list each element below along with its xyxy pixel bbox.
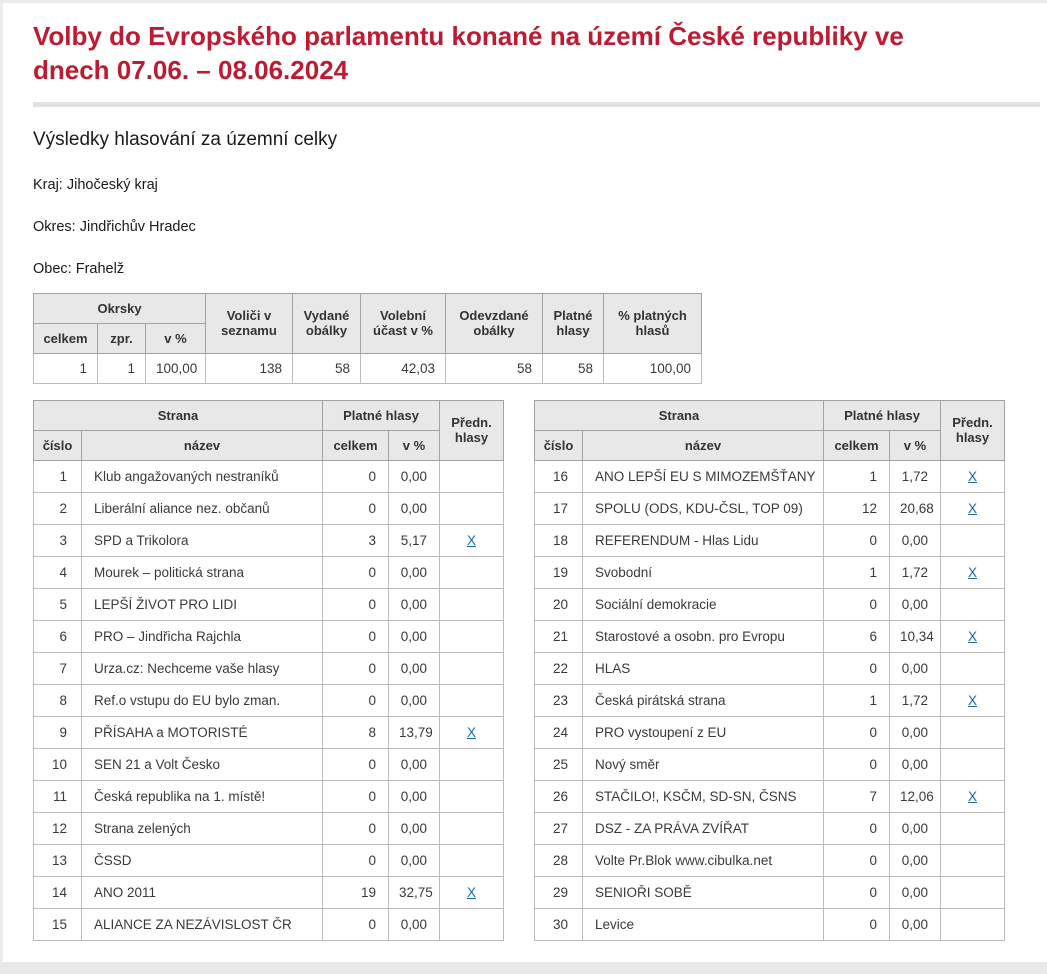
party-row [535, 620, 1005, 652]
header-okrsky-v-pct: v % [146, 323, 206, 353]
party-row [535, 652, 1005, 684]
party-name: ANO LEPŠÍ EU S MIMOZEMŠŤANY [583, 460, 824, 492]
pref-votes-cell [440, 556, 504, 588]
pref-votes-cell [941, 460, 1005, 492]
pref-votes-cell [440, 492, 504, 524]
header-pct-platnych-hlasu: % platných hlasů [604, 293, 702, 353]
party-votes-total: 7 [824, 780, 890, 812]
party-name: DSZ - ZA PRÁVA ZVÍŘAT [583, 812, 824, 844]
party-name: PRO vystoupení z EU [583, 716, 824, 748]
party-name: Česká pirátská strana [583, 684, 824, 716]
party-votes-total: 0 [323, 684, 389, 716]
party-header-row-1 [34, 400, 504, 430]
party-votes-total: 0 [824, 876, 890, 908]
party-row [34, 812, 504, 844]
party-name: ALIANCE ZA NEZÁVISLOST ČR [82, 908, 323, 940]
header-okrsky: Okrsky [34, 293, 206, 323]
party-votes-pct: 20,68 [890, 492, 941, 524]
party-votes-pct: 0,00 [389, 556, 440, 588]
summary-table [33, 293, 702, 384]
party-votes-pct: 5,17 [389, 524, 440, 556]
pref-votes-cell [941, 684, 1005, 716]
party-number: 15 [34, 908, 82, 940]
pref-votes-cell [440, 908, 504, 940]
party-votes-total: 0 [323, 460, 389, 492]
party-row [535, 556, 1005, 588]
party-row [535, 780, 1005, 812]
header-platne-hlasy-group: Platné hlasy [824, 400, 941, 430]
party-name: HLAS [583, 652, 824, 684]
summary-value: 100,00 [146, 353, 206, 383]
party-tables-container [33, 400, 1003, 941]
party-votes-pct: 0,00 [890, 908, 941, 940]
header-nazev: název [82, 430, 323, 460]
window-top-edge [0, 0, 1047, 3]
party-number: 6 [34, 620, 82, 652]
header-volebni-ucast: Volební účast v % [361, 293, 446, 353]
party-votes-pct: 10,34 [890, 620, 941, 652]
party-votes-pct: 1,72 [890, 460, 941, 492]
pref-votes-link[interactable]: X [967, 628, 977, 644]
party-number: 24 [535, 716, 583, 748]
pref-votes-cell [941, 780, 1005, 812]
pref-votes-cell [941, 556, 1005, 588]
party-votes-pct: 1,72 [890, 684, 941, 716]
party-votes-pct: 0,00 [389, 812, 440, 844]
party-number: 2 [34, 492, 82, 524]
party-votes-pct: 32,75 [389, 876, 440, 908]
municipality-line: Obec: Frahelž [33, 260, 125, 277]
party-votes-total: 0 [824, 652, 890, 684]
party-votes-total: 0 [323, 652, 389, 684]
party-row [535, 748, 1005, 780]
party-number: 11 [34, 780, 82, 812]
pref-votes-cell [440, 588, 504, 620]
party-votes-pct: 0,00 [890, 876, 941, 908]
party-name: Sociální demokracie [583, 588, 824, 620]
party-votes-pct: 0,00 [389, 908, 440, 940]
header-volici-v-seznamu: Voliči v seznamu [206, 293, 293, 353]
pref-votes-cell [440, 652, 504, 684]
party-number: 14 [34, 876, 82, 908]
party-votes-pct: 13,79 [389, 716, 440, 748]
party-votes-total: 0 [824, 524, 890, 556]
party-row [535, 460, 1005, 492]
party-votes-total: 0 [323, 812, 389, 844]
pref-votes-cell [440, 748, 504, 780]
summary-value: 58 [293, 353, 361, 383]
party-votes-total: 0 [323, 620, 389, 652]
header-celkem: celkem [323, 430, 389, 460]
pref-votes-link[interactable]: X [466, 532, 476, 548]
party-row [535, 524, 1005, 556]
party-number: 27 [535, 812, 583, 844]
header-okrsky-celkem: celkem [34, 323, 98, 353]
district-line: Okres: Jindřichův Hradec [33, 218, 196, 235]
party-number: 9 [34, 716, 82, 748]
party-votes-pct: 0,00 [389, 780, 440, 812]
party-number: 22 [535, 652, 583, 684]
party-votes-pct: 0,00 [890, 524, 941, 556]
party-name: SENIOŘI SOBĚ [583, 876, 824, 908]
pref-votes-link[interactable]: X [967, 788, 977, 804]
window-left-edge [0, 0, 3, 974]
party-votes-total: 1 [824, 556, 890, 588]
party-row [34, 524, 504, 556]
party-row [34, 492, 504, 524]
summary-value: 100,00 [604, 353, 702, 383]
party-number: 26 [535, 780, 583, 812]
header-celkem: celkem [824, 430, 890, 460]
party-number: 13 [34, 844, 82, 876]
party-votes-pct: 0,00 [890, 748, 941, 780]
party-number: 25 [535, 748, 583, 780]
party-votes-pct: 0,00 [389, 492, 440, 524]
pref-votes-link[interactable]: X [967, 468, 977, 484]
party-name: Strana zelených [82, 812, 323, 844]
party-row [34, 556, 504, 588]
party-votes-pct: 0,00 [890, 652, 941, 684]
party-row [34, 460, 504, 492]
party-name: Levice [583, 908, 824, 940]
party-votes-pct: 0,00 [890, 588, 941, 620]
party-votes-total: 0 [323, 748, 389, 780]
header-v-pct: v % [890, 430, 941, 460]
pref-votes-cell [440, 524, 504, 556]
header-predn-hlasy: Předn. hlasy [440, 400, 504, 460]
party-name: STAČILO!, KSČM, SD-SN, ČSNS [583, 780, 824, 812]
header-strana: Strana [535, 400, 824, 430]
party-name: REFERENDUM - Hlas Lidu [583, 524, 824, 556]
party-votes-total: 1 [824, 460, 890, 492]
party-number: 20 [535, 588, 583, 620]
party-name: Liberální aliance nez. občanů [82, 492, 323, 524]
party-number: 1 [34, 460, 82, 492]
header-platne-hlasy: Platné hlasy [543, 293, 604, 353]
party-row [34, 748, 504, 780]
party-name: ANO 2011 [82, 876, 323, 908]
header-nazev: název [583, 430, 824, 460]
party-number: 19 [535, 556, 583, 588]
pref-votes-link[interactable]: X [967, 500, 977, 516]
party-votes-pct: 1,72 [890, 556, 941, 588]
header-okrsky-zpr: zpr. [98, 323, 146, 353]
section-title: Výsledky hlasování za územní celky [33, 128, 338, 150]
party-number: 28 [535, 844, 583, 876]
party-votes-pct: 0,00 [389, 620, 440, 652]
pref-votes-cell [440, 716, 504, 748]
party-votes-pct: 0,00 [389, 748, 440, 780]
page-title: Volby do Evropského parlamentu konané na území České republiky ve dnech 07.06. – 08.06.2024 [33, 21, 904, 85]
party-name: Urza.cz: Nechceme vaše hlasy [82, 652, 323, 684]
pref-votes-cell [440, 460, 504, 492]
region-line: Kraj: Jihočeský kraj [33, 176, 158, 193]
party-number: 21 [535, 620, 583, 652]
party-votes-pct: 0,00 [389, 588, 440, 620]
party-row [34, 684, 504, 716]
pref-votes-cell [941, 620, 1005, 652]
party-name: LEPŠÍ ŽIVOT PRO LIDI [82, 588, 323, 620]
header-platne-hlasy-group: Platné hlasy [323, 400, 440, 430]
party-name: Klub angažovaných nestraníků [82, 460, 323, 492]
party-number: 18 [535, 524, 583, 556]
summary-value: 1 [98, 353, 146, 383]
pref-votes-cell [941, 716, 1005, 748]
pref-votes-cell [440, 780, 504, 812]
party-name: Nový směr [583, 748, 824, 780]
party-row [34, 620, 504, 652]
header-strana: Strana [34, 400, 323, 430]
party-votes-pct: 0,00 [389, 684, 440, 716]
party-votes-pct: 0,00 [389, 460, 440, 492]
party-row [34, 780, 504, 812]
summary-value: 138 [206, 353, 293, 383]
party-votes-total: 0 [323, 588, 389, 620]
party-name: Česká republika na 1. místě! [82, 780, 323, 812]
party-votes-total: 0 [824, 844, 890, 876]
party-row [34, 652, 504, 684]
party-header-row-2 [535, 430, 1005, 460]
party-votes-total: 0 [824, 588, 890, 620]
party-name: PŘÍSAHA a MOTORISTÉ [82, 716, 323, 748]
pref-votes-link[interactable]: X [967, 692, 977, 708]
party-number: 30 [535, 908, 583, 940]
horizontal-scrollbar-track[interactable] [0, 962, 1047, 974]
pref-votes-link[interactable]: X [466, 884, 476, 900]
party-table-left [33, 400, 504, 941]
party-number: 7 [34, 652, 82, 684]
party-header-row-1 [535, 400, 1005, 430]
party-table-right [534, 400, 1005, 941]
party-row [34, 844, 504, 876]
party-number: 5 [34, 588, 82, 620]
party-row [34, 588, 504, 620]
party-row [34, 876, 504, 908]
party-votes-pct: 0,00 [890, 812, 941, 844]
pref-votes-cell [440, 876, 504, 908]
summary-value: 58 [543, 353, 604, 383]
party-votes-total: 0 [323, 556, 389, 588]
pref-votes-cell [941, 748, 1005, 780]
header-predn-hlasy: Předn. hlasy [941, 400, 1005, 460]
party-header-row-2 [34, 430, 504, 460]
party-row [535, 588, 1005, 620]
party-votes-pct: 12,06 [890, 780, 941, 812]
party-name: PRO – Jindřicha Rajchla [82, 620, 323, 652]
pref-votes-cell [941, 812, 1005, 844]
party-votes-pct: 0,00 [890, 716, 941, 748]
party-votes-pct: 0,00 [890, 844, 941, 876]
party-row [535, 844, 1005, 876]
pref-votes-cell [440, 844, 504, 876]
party-votes-total: 0 [824, 812, 890, 844]
party-votes-total: 0 [323, 844, 389, 876]
header-odevzdane-obalky: Odevzdané obálky [446, 293, 543, 353]
party-votes-total: 0 [824, 716, 890, 748]
party-row [34, 716, 504, 748]
party-number: 29 [535, 876, 583, 908]
party-name: SPOLU (ODS, KDU-ČSL, TOP 09) [583, 492, 824, 524]
party-number: 23 [535, 684, 583, 716]
summary-data-row [34, 353, 702, 383]
party-name: Starostové a osobn. pro Evropu [583, 620, 824, 652]
party-votes-total: 0 [824, 748, 890, 780]
party-row [535, 876, 1005, 908]
party-row [535, 492, 1005, 524]
header-vydane-obalky: Vydané obálky [293, 293, 361, 353]
party-name: Ref.o vstupu do EU bylo zman. [82, 684, 323, 716]
party-number: 3 [34, 524, 82, 556]
pref-votes-cell [941, 524, 1005, 556]
pref-votes-cell [941, 588, 1005, 620]
summary-value: 42,03 [361, 353, 446, 383]
party-votes-total: 6 [824, 620, 890, 652]
party-row [535, 716, 1005, 748]
party-votes-total: 0 [824, 908, 890, 940]
party-row [535, 812, 1005, 844]
party-name: ČSSD [82, 844, 323, 876]
party-name: Volte Pr.Blok www.cibulka.net [583, 844, 824, 876]
party-votes-total: 1 [824, 684, 890, 716]
party-votes-total: 0 [323, 780, 389, 812]
party-number: 17 [535, 492, 583, 524]
party-number: 4 [34, 556, 82, 588]
pref-votes-cell [941, 652, 1005, 684]
party-votes-total: 12 [824, 492, 890, 524]
party-number: 12 [34, 812, 82, 844]
party-name: SEN 21 a Volt Česko [82, 748, 323, 780]
summary-value: 58 [446, 353, 543, 383]
party-row [535, 684, 1005, 716]
party-votes-total: 19 [323, 876, 389, 908]
pref-votes-cell [941, 876, 1005, 908]
title-divider [33, 102, 1040, 107]
summary-value: 1 [34, 353, 98, 383]
pref-votes-link[interactable]: X [967, 564, 977, 580]
pref-votes-cell [440, 812, 504, 844]
pref-votes-cell [941, 908, 1005, 940]
summary-header-row-1 [34, 293, 702, 323]
header-cislo: číslo [535, 430, 583, 460]
pref-votes-cell [440, 684, 504, 716]
party-votes-total: 0 [323, 492, 389, 524]
party-votes-pct: 0,00 [389, 844, 440, 876]
pref-votes-cell [440, 620, 504, 652]
party-votes-total: 3 [323, 524, 389, 556]
party-number: 8 [34, 684, 82, 716]
party-name: SPD a Trikolora [82, 524, 323, 556]
pref-votes-link[interactable]: X [466, 724, 476, 740]
header-v-pct: v % [389, 430, 440, 460]
party-number: 16 [535, 460, 583, 492]
party-votes-pct: 0,00 [389, 652, 440, 684]
pref-votes-cell [941, 492, 1005, 524]
party-name: Mourek – politická strana [82, 556, 323, 588]
party-row [34, 908, 504, 940]
party-votes-total: 8 [323, 716, 389, 748]
header-cislo: číslo [34, 430, 82, 460]
pref-votes-cell [941, 844, 1005, 876]
party-name: Svobodní [583, 556, 824, 588]
party-votes-total: 0 [323, 908, 389, 940]
party-number: 10 [34, 748, 82, 780]
party-row [535, 908, 1005, 940]
